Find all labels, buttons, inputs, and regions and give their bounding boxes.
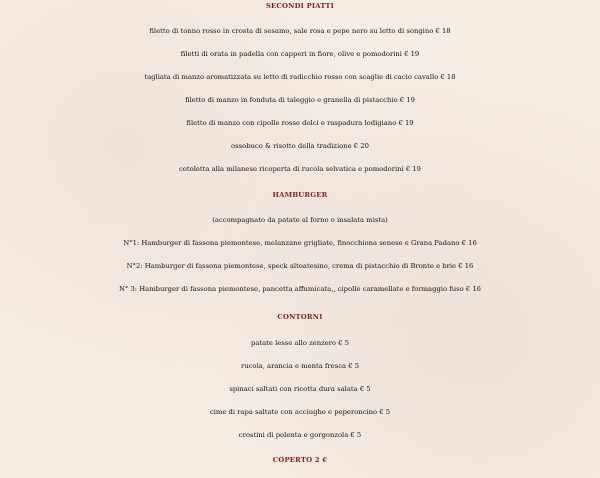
menu-item: filetto di manzo in fonduta di taleggio e granella di pistacchio € 19 — [185, 96, 415, 104]
section-title-secondi-piatti: SECONDI PIATTI — [265, 2, 335, 10]
section-title-coperto: COPERTO 2 € — [272, 456, 328, 464]
menu-item: cotoletta alla milanese ricoperta di rucola selvatica e pomodorini € 19 — [179, 165, 421, 173]
menu-item: filetto di manzo con cipolle rosse dolci e raspadura lodigiano € 19 — [186, 119, 414, 127]
menu-item: filetti di orata in padella con capperi in fiore, olive e pomodorini € 19 — [180, 50, 420, 58]
menu-item: filetto di tonno rosso in crosta di sesamo, sale rosa e pepe nero su letto di songino € 18 — [149, 27, 451, 35]
menu-item: tagliata di manzo aromatizzata su letto di radicchio rosso con scaglie di cacio cavallo € 18 — [144, 73, 456, 81]
menu-item: crostini di polenta e gorgonzola € 5 — [238, 431, 362, 439]
menu-item: ossobuco & risotto della tradizione € 20 — [231, 142, 369, 150]
section-title-hamburger: HAMBURGER — [272, 191, 328, 199]
menu-item: rucola, arancia e menta fresca € 5 — [240, 362, 360, 370]
menu-item: N°1: Hamburger di fassona piemontese, melanzane grigliate, finocchiona senese e Grana Padano € 16 — [123, 239, 477, 247]
menu-item: spinaci saltati con ricotta dura salata € 5 — [229, 385, 371, 393]
menu-item: N° 3: Hamburger di fassona piemontese, pancetta affumicata,, cipolle caramellate e formaggio fuso € 16 — [118, 285, 482, 293]
menu-item: cime di rapa saltate con acciughe e peperoncino € 5 — [209, 408, 391, 416]
hamburger-side-note: (accompagnato da patate al forno o insalata mista) — [212, 216, 388, 224]
menu-item: N°2: Hamburger di fassona piemontese, speck altoatesino, crema di pistacchio di Bronte e brie € 16 — [126, 262, 474, 270]
section-title-contorni: CONTORNI — [277, 313, 323, 321]
menu-item: patate lesse allo zenzero € 5 — [250, 339, 349, 347]
